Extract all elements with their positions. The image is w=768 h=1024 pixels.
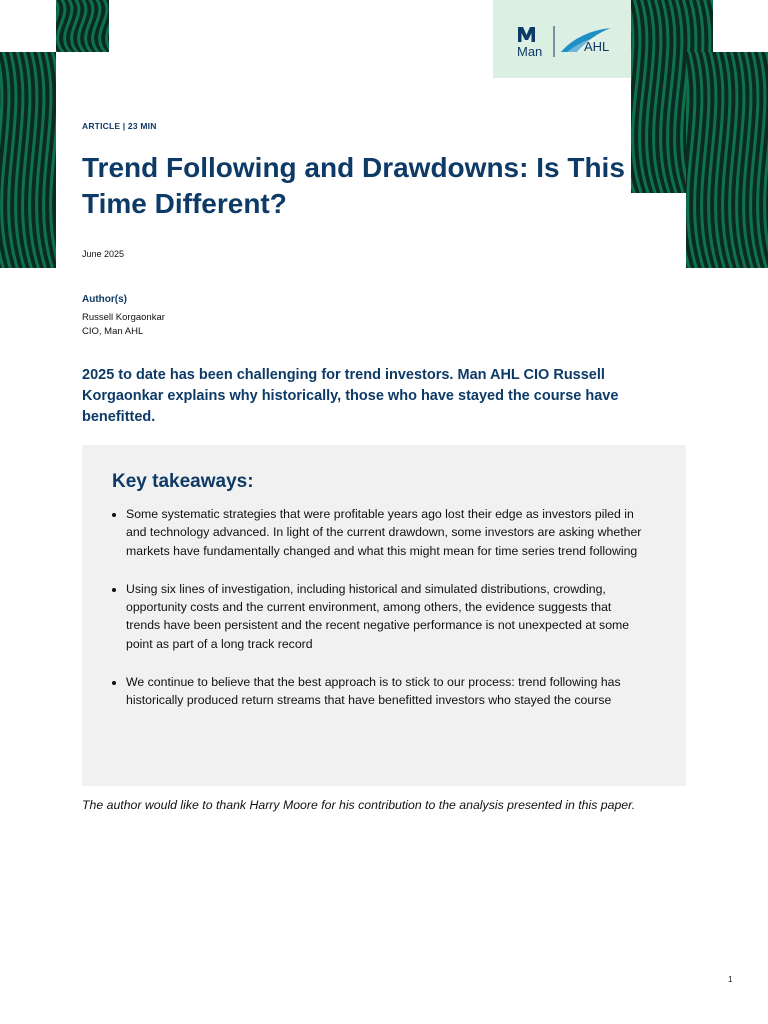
key-takeaways-box <box>82 445 686 786</box>
key-takeaways-list <box>112 505 646 730</box>
man-ahl-logo <box>493 0 631 78</box>
decor-wave-left <box>0 52 56 268</box>
article-meta: ARTICLE | 23 MIN <box>82 121 157 131</box>
acknowledgement-note: The author would like to thank Harry Moore for his contribution to the analysis presented in this paper. <box>82 798 636 812</box>
key-takeaways-heading: Key takeaways: <box>112 471 254 492</box>
author-name: Russell Korgaonkar <box>82 312 165 323</box>
svg-text:Man: Man <box>517 44 543 59</box>
article-lede: 2025 to date has been challenging for trend investors. Man AHL CIO Russell Korgaonkar explains why historically, those who have stayed the course have benefitted. <box>82 367 619 425</box>
decor-wave-right <box>686 52 768 268</box>
authors-label: Author(s) <box>82 294 127 305</box>
author-role: CIO, Man AHL <box>82 326 144 337</box>
logo-mark-icon <box>493 0 631 78</box>
list-item: • Using six lines of investigation, including historical and simulated distributions, crowding, opportunity costs and the current environment, among others, the evidence suggests that trends have been persistent and the recent negative performance is not unexpected at some point as part of a long track record <box>126 580 646 653</box>
list-item: • Some systematic strategies that were profitable years ago lost their edge as investors piled in and technology advanced. In light of the current drawdown, some investors are asking whether markets have fundamentally changed and what this might mean for time series trend following <box>126 505 646 560</box>
page-number: 1 <box>728 975 733 984</box>
decor-wave-top-left <box>56 0 109 52</box>
page-title: Trend Following and Drawdowns: Is This Time Different? <box>82 152 625 219</box>
svg-text:AHL: AHL <box>584 39 610 54</box>
list-item: • We continue to believe that the best approach is to stick to our process: trend following has historically produced return streams that have benefitted investors who stayed the course <box>126 673 646 710</box>
publish-date: June 2025 <box>82 249 125 259</box>
